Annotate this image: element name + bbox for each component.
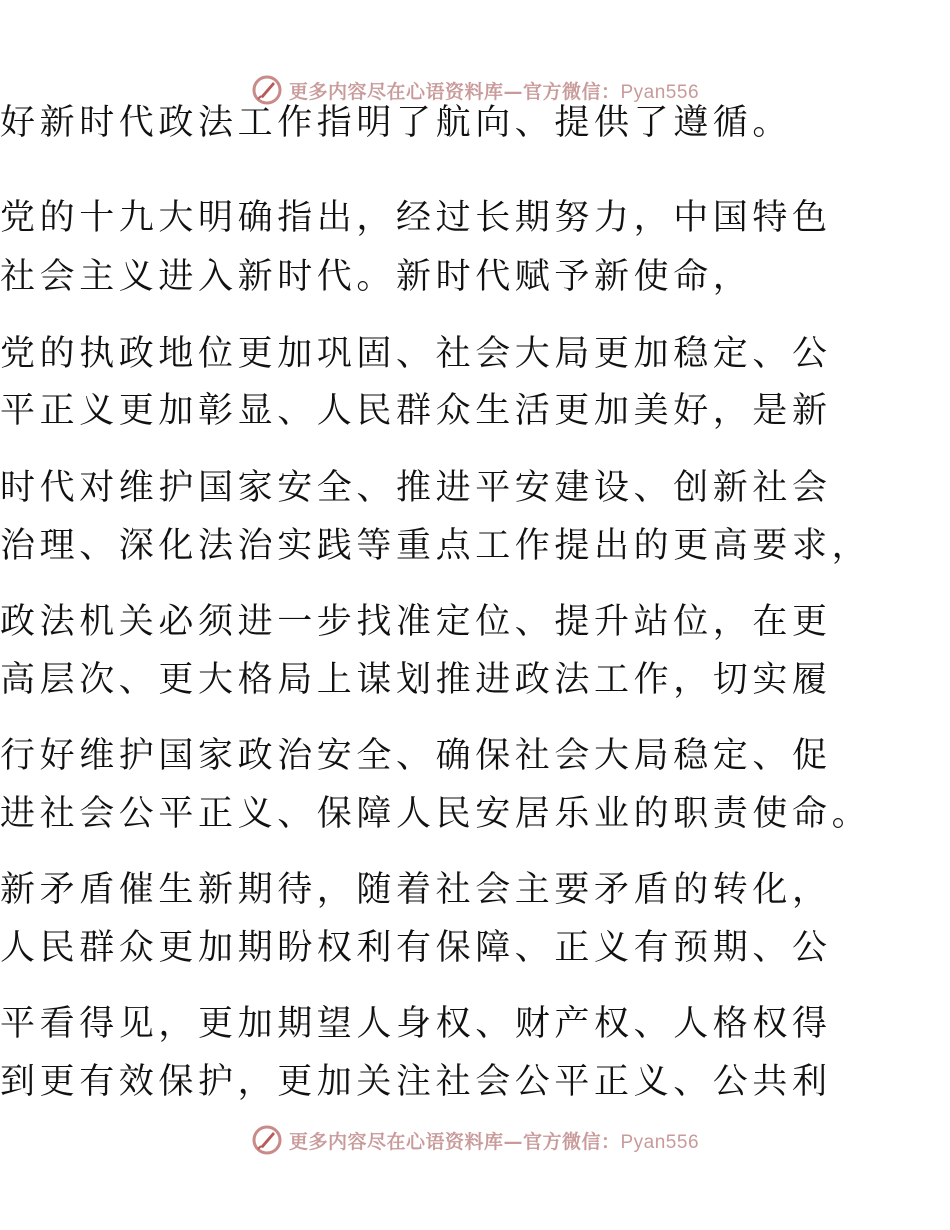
watermark-id: Pyan556: [620, 81, 700, 103]
text-line: 新矛盾催生新期待，随着社会主要矛盾的转化，: [0, 870, 832, 910]
text-line: 政法机关必须进一步找准定位、提升站位，在更: [0, 602, 832, 642]
text-line: 好新时代政法工作指明了航向、提供了遵循。: [0, 103, 793, 143]
text-line: 人民群众更加期盼权利有保障、正义有预期、公: [0, 928, 832, 968]
text-line: 到更有效保护，更加关注社会公平正义、公共利: [0, 1062, 832, 1102]
text-line: 平正义更加彰显、人民群众生活更加美好，是新: [0, 391, 832, 431]
text-line: 进社会公平正义、保障人民安居乐业的职责使命。: [0, 794, 872, 834]
text-line: 社会主义进入新时代。新时代赋予新使命，: [0, 257, 753, 297]
text-line: 行好维护国家政治安全、确保社会大局稳定、促: [0, 736, 832, 776]
text-line: 党的执政地位更加巩固、社会大局更加稳定、公: [0, 334, 832, 374]
watermark-text: 更多内容尽在心语资料库—官方微信：Pyan556: [288, 80, 700, 103]
watermark-id: Pyan556: [620, 1131, 700, 1153]
text-line: 时代对维护国家安全、推进平安建设、创新社会: [0, 468, 832, 508]
text-line: 治理、深化法治实践等重点工作提出的更高要求，: [0, 526, 872, 566]
text-line: 平看得见，更加期望人身权、财产权、人格权得: [0, 1004, 832, 1044]
watermark-footer: [0, 1120, 950, 1160]
quill-logo-icon: [251, 1124, 283, 1156]
text-line: 党的十九大明确指出，经过长期努力，中国特色: [0, 198, 832, 238]
text-line: 高层次、更大格局上谋划推进政法工作，切实履: [0, 660, 832, 700]
watermark-text: 更多内容尽在心语资料库—官方微信：Pyan556: [288, 1130, 700, 1153]
